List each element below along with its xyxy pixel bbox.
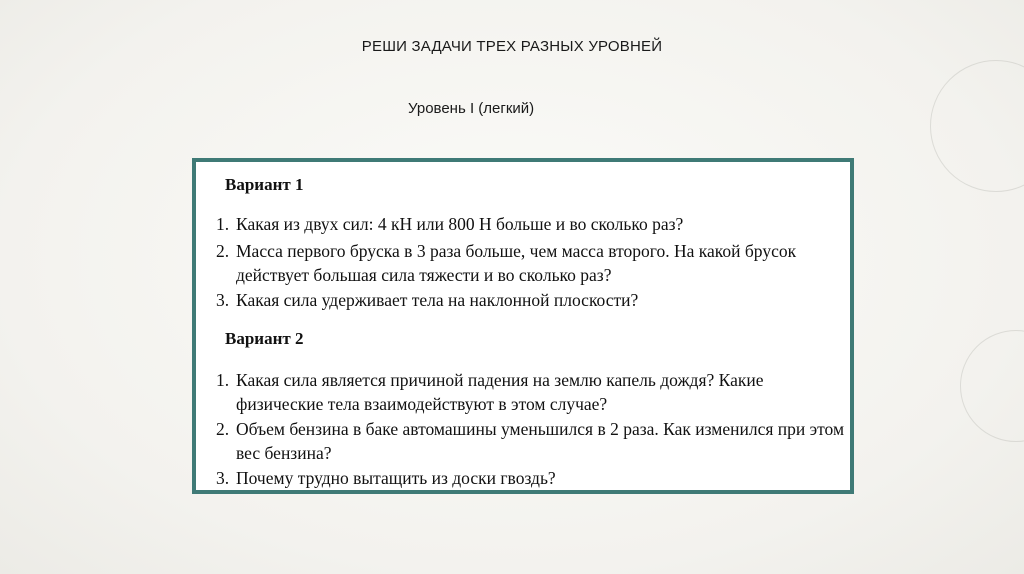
- decorative-ring: [960, 330, 1024, 442]
- task-box-content: [196, 162, 850, 490]
- slide-title: РЕШИ ЗАДАЧИ ТРЕХ РАЗНЫХ УРОВНЕЙ: [361, 38, 663, 55]
- item-number: 2.: [216, 241, 230, 261]
- variant-1-item-1: [216, 212, 846, 236]
- item-number: 2.: [216, 419, 230, 439]
- variant-2-title: Вариант 2: [225, 329, 304, 348]
- item-number: 3.: [216, 468, 230, 488]
- variant-2-item-1: [216, 368, 846, 416]
- variant-1-item-3: [216, 288, 846, 312]
- variant-1-title: Вариант 1: [225, 175, 304, 194]
- slide-subtitle: Уровень I (легкий): [408, 100, 535, 117]
- task-box: [192, 158, 854, 494]
- item-text: Какая из двух сил: 4 кН или 800 Н больше и во сколько раз?: [236, 214, 684, 234]
- item-text: Какая сила является причиной падения на землю капель дождя? Какие физические тела взаимодействуют в этом случае?: [236, 370, 764, 414]
- variant-1-item-2: [216, 239, 846, 287]
- variant-2-item-2: [216, 417, 846, 465]
- item-number: 3.: [216, 290, 230, 310]
- item-text: Какая сила удерживает тела на наклонной плоскости?: [236, 290, 639, 310]
- item-text: Почему трудно вытащить из доски гвоздь?: [236, 468, 556, 488]
- item-number: 1.: [216, 370, 230, 390]
- item-number: 1.: [216, 214, 230, 234]
- decorative-ring: [930, 60, 1024, 192]
- item-text: Масса первого бруска в 3 раза больше, чем масса второго. На какой брусок действует большая сила тяжести и во сколько раз?: [236, 241, 797, 285]
- variant-2-item-3: [216, 466, 846, 490]
- item-text: Объем бензина в баке автомашины уменьшился в 2 раза. Как изменился при этом вес бензина?: [236, 419, 845, 463]
